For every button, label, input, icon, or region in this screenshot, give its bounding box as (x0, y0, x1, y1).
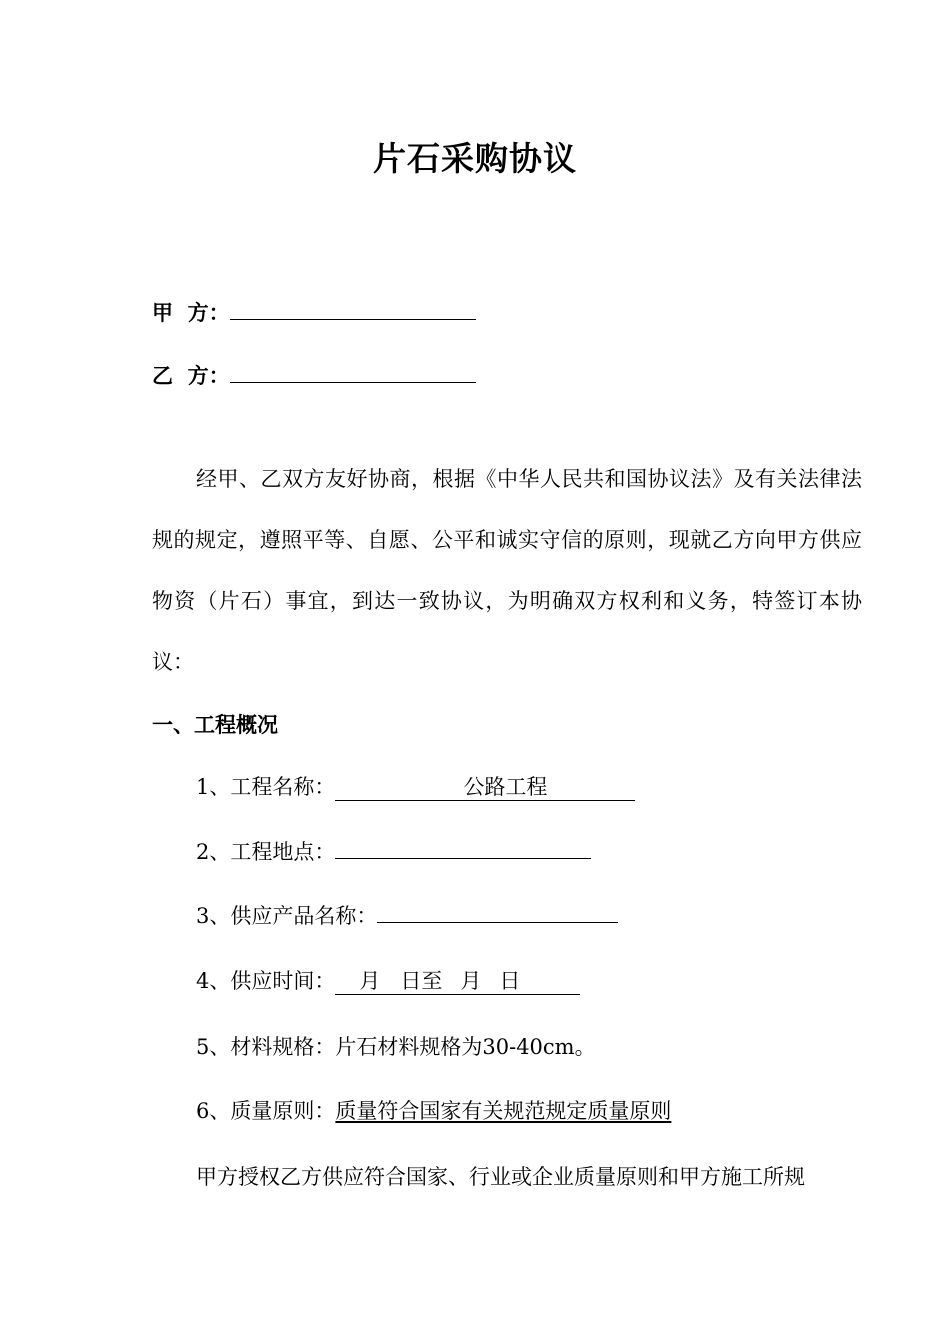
party-a-label: 甲 方： (152, 300, 230, 325)
item1-label: 1、工程名称： (196, 775, 336, 799)
party-b-blank (230, 360, 476, 383)
item4-line (196, 966, 580, 996)
item5-label: 5、材料规格： (196, 1035, 336, 1059)
item4-month2: 月 (460, 969, 482, 993)
item3-line (196, 900, 618, 931)
item3-label: 3、供应产品名称： (196, 904, 378, 928)
intro-text: 经甲、乙双方友好协商，根据《中华人民共和国协议法》及有关法律法规的规定，遵照平等、自愿、公平和诚实守信的原则，现就乙方向甲方供应物资（片石）事宜，到达一致协议，为明确双方权利和义务，特签订本协议： (152, 467, 862, 674)
item4-day2: 日 (499, 969, 521, 993)
item1-line (196, 772, 635, 802)
item5-line (196, 1032, 596, 1062)
item2-blank (335, 836, 591, 859)
item4-label: 4、供应时间： (196, 969, 336, 993)
item4-field (335, 968, 580, 995)
party-b-line (152, 360, 476, 391)
item4-day1: 日至 (400, 969, 443, 993)
item1-field (335, 774, 635, 801)
item3-blank (377, 900, 618, 923)
item2-line (196, 836, 591, 867)
item4-month1: 月 (359, 969, 381, 993)
closing-line: 甲方授权乙方供应符合国家、行业或企业质量原则和甲方施工所规 (196, 1165, 805, 1189)
item5-value: 片石材料规格为30-40cm。 (335, 1035, 596, 1059)
item2-label: 2、工程地点： (196, 840, 336, 864)
item1-value: 公路工程 (463, 775, 548, 799)
document-title: 片石采购协议 (373, 139, 577, 178)
item6-label: 6、质量原则： (196, 1099, 336, 1123)
party-b-label: 乙 方： (152, 363, 230, 388)
party-a-blank (230, 297, 476, 320)
item6-line (196, 1096, 671, 1126)
party-a-line (152, 297, 476, 328)
item6-value: 质量符合国家有关规范规定质量原则 (335, 1099, 672, 1123)
section1-heading: 一、工程概况 (152, 712, 278, 737)
intro-paragraph (152, 449, 862, 693)
